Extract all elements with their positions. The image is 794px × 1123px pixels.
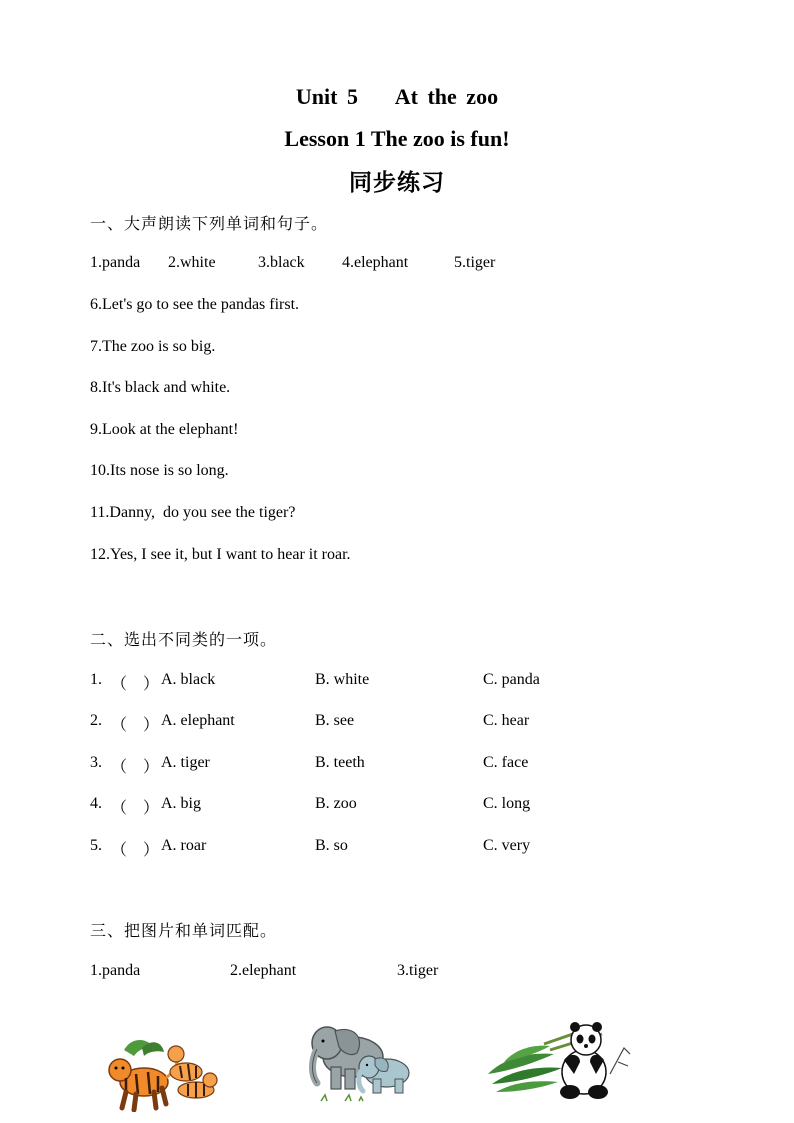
option-b: B. teeth: [315, 754, 365, 771]
unit-title: Unit 5 At the zoo: [295, 84, 499, 109]
exercise-subtitle: 同步练习: [349, 170, 445, 196]
sentence-line: 9.Look at the elephant!: [90, 421, 239, 438]
answer-blank[interactable]: （ ）: [111, 800, 160, 817]
section3-word-list: [90, 962, 690, 984]
sentence-line: 10.Its nose is so long.: [90, 462, 229, 479]
elephants-picture[interactable]: [305, 1017, 420, 1105]
section1-word-list: [90, 254, 690, 276]
option-b: B. see: [315, 712, 355, 729]
option-c: C. hear: [483, 712, 530, 729]
word-item: 1.panda: [90, 254, 141, 271]
match-word: 1.panda: [90, 962, 141, 979]
option-a: A. tiger: [161, 754, 210, 771]
option-b: B. so: [315, 837, 348, 854]
word-item: 5.tiger: [454, 254, 496, 271]
choice-question: [90, 712, 690, 734]
option-c: C. face: [483, 754, 529, 771]
match-word: 3.tiger: [397, 962, 439, 979]
question-number: 4.: [90, 795, 102, 812]
match-word: 2.elephant: [230, 962, 297, 979]
panda-picture[interactable]: [484, 1014, 634, 1104]
question-number: 3.: [90, 754, 102, 771]
option-c: C. panda: [483, 671, 540, 688]
sentence-line: 6.Let's go to see the pandas first.: [90, 296, 300, 313]
option-b: B. zoo: [315, 795, 357, 812]
question-number: 2.: [90, 712, 102, 729]
option-b: B. white: [315, 671, 370, 688]
choice-question: [90, 754, 690, 776]
word-item: 4.elephant: [342, 254, 409, 271]
tigers-picture[interactable]: [96, 1030, 221, 1112]
sentence-line: 7.The zoo is so big.: [90, 338, 216, 355]
word-item: 2.white: [168, 254, 216, 271]
option-a: A. elephant: [161, 712, 235, 729]
section3-heading: 三、把图片和单词匹配。: [90, 921, 278, 940]
option-c: C. very: [483, 837, 531, 854]
option-a: A. roar: [161, 837, 207, 854]
choice-question: [90, 795, 690, 817]
answer-blank[interactable]: （ ）: [111, 717, 160, 734]
answer-blank[interactable]: （ ）: [111, 759, 160, 776]
section1-heading: 一、大声朗读下列单词和句子。: [90, 214, 329, 233]
question-number: 1.: [90, 671, 102, 688]
choice-question: [90, 837, 690, 859]
sentence-line: 12.Yes, I see it, but I want to hear it roar.: [90, 546, 351, 563]
answer-blank[interactable]: （ ）: [111, 676, 160, 693]
section2-heading: 二、选出不同类的一项。: [90, 630, 278, 649]
option-a: A. black: [161, 671, 216, 688]
option-c: C. long: [483, 795, 531, 812]
word-item: 3.black: [258, 254, 305, 271]
sentence-line: 11.Danny, do you see the tiger?: [90, 504, 296, 521]
option-a: A. big: [161, 795, 201, 812]
question-number: 5.: [90, 837, 102, 854]
choice-question: [90, 671, 690, 693]
answer-blank[interactable]: （ ）: [111, 842, 160, 859]
sentence-line: 8.It's black and white.: [90, 379, 231, 396]
lesson-title: Lesson 1 The zoo is fun!: [284, 126, 510, 151]
